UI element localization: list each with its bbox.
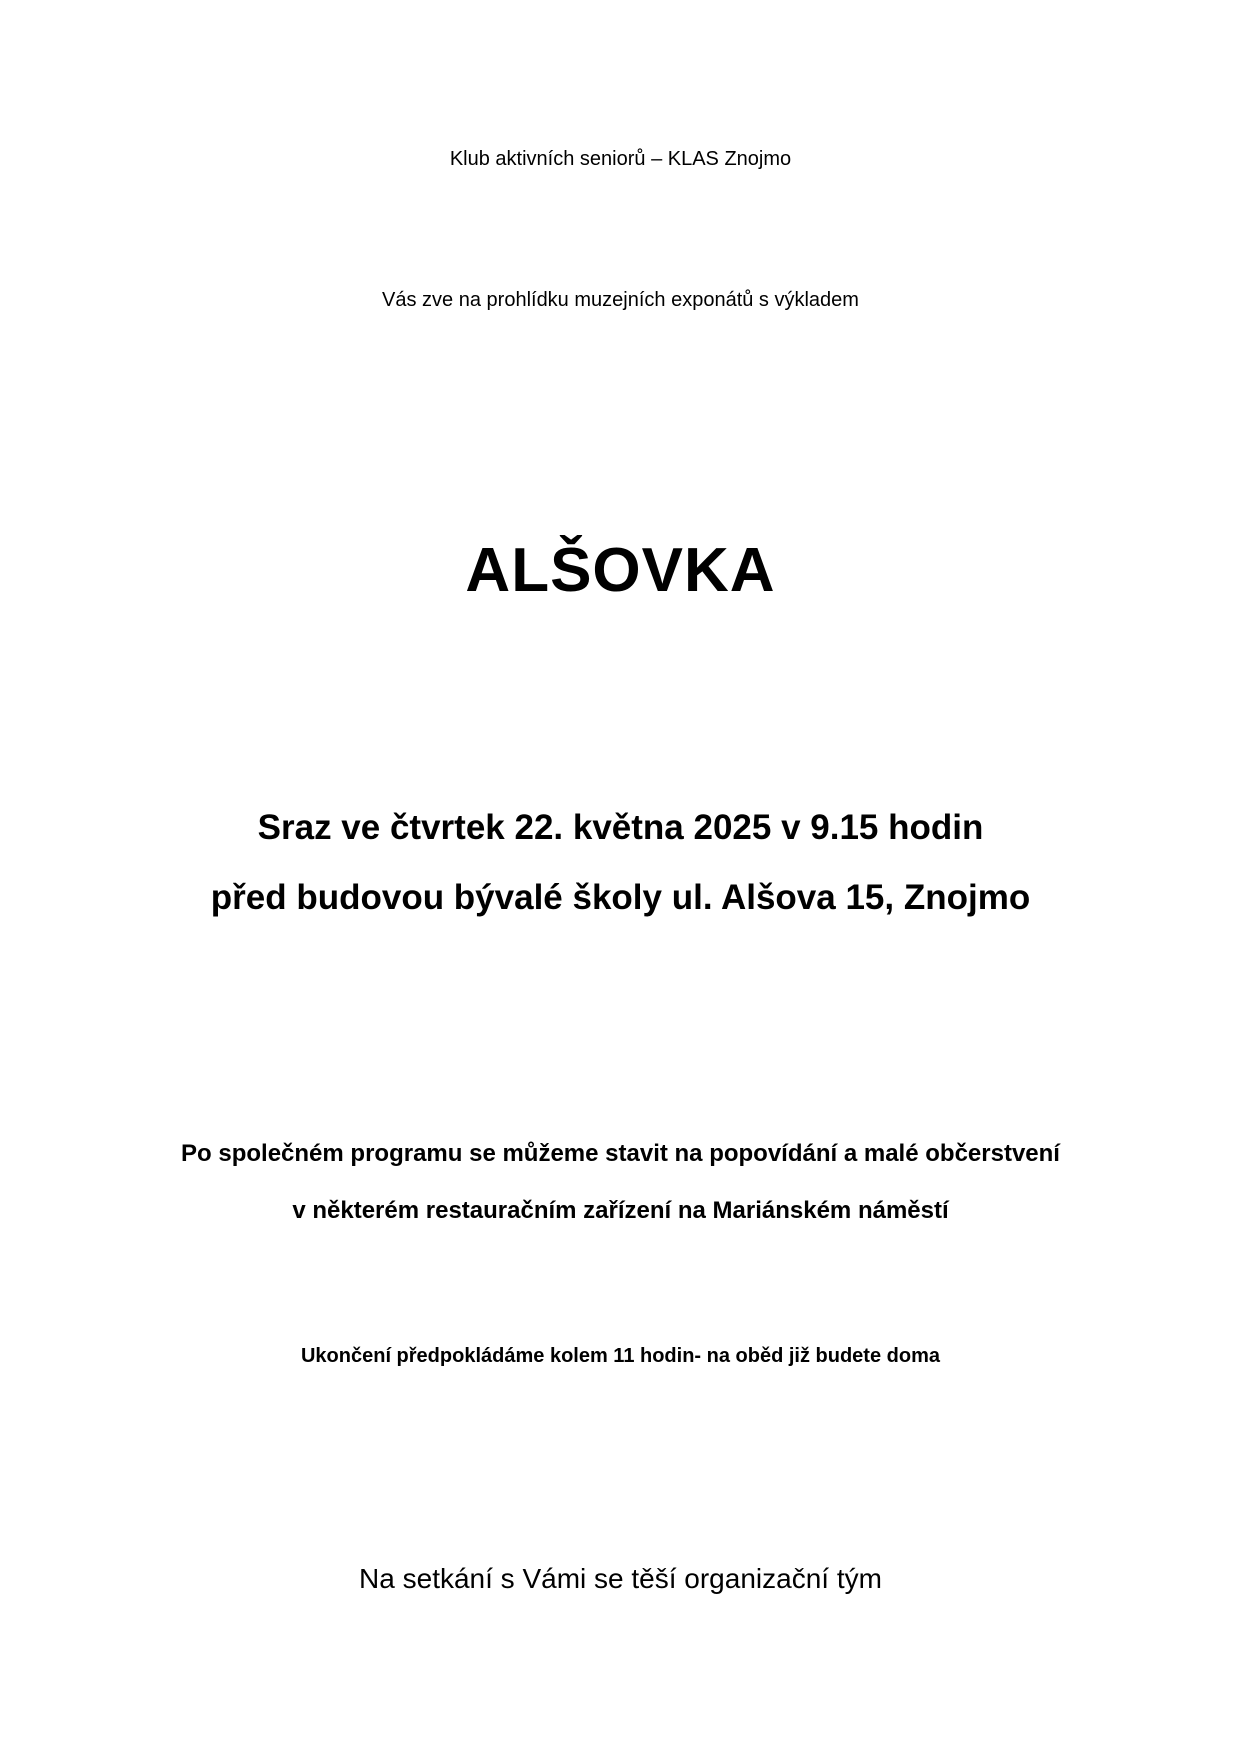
closing-text: Na setkání s Vámi se těší organizační tým bbox=[359, 1563, 882, 1594]
meeting-time: Sraz ve čtvrtek 22. května 2025 v 9.15 hodin bbox=[257, 808, 984, 847]
invitation-text: Vás zve na prohlídku muzejních exponátů s výkladem bbox=[382, 289, 859, 311]
meeting-place: před budovou bývalé školy ul. Alšova 15, Znojmo bbox=[210, 878, 1031, 917]
end-note: Ukončení předpokládáme kolem 11 hodin- na oběd již budete doma bbox=[300, 1345, 940, 1367]
after-program-line-1: Po společném programu se můžeme stavit na popovídání a malé občerstvení bbox=[181, 1140, 1060, 1167]
organization-name: Klub aktivních seniorů – KLAS Znojmo bbox=[449, 148, 792, 170]
after-program-line-2: v některém restauračním zařízení na Mariánském náměstí bbox=[292, 1197, 949, 1224]
event-title: ALŠOVKA bbox=[465, 536, 776, 605]
